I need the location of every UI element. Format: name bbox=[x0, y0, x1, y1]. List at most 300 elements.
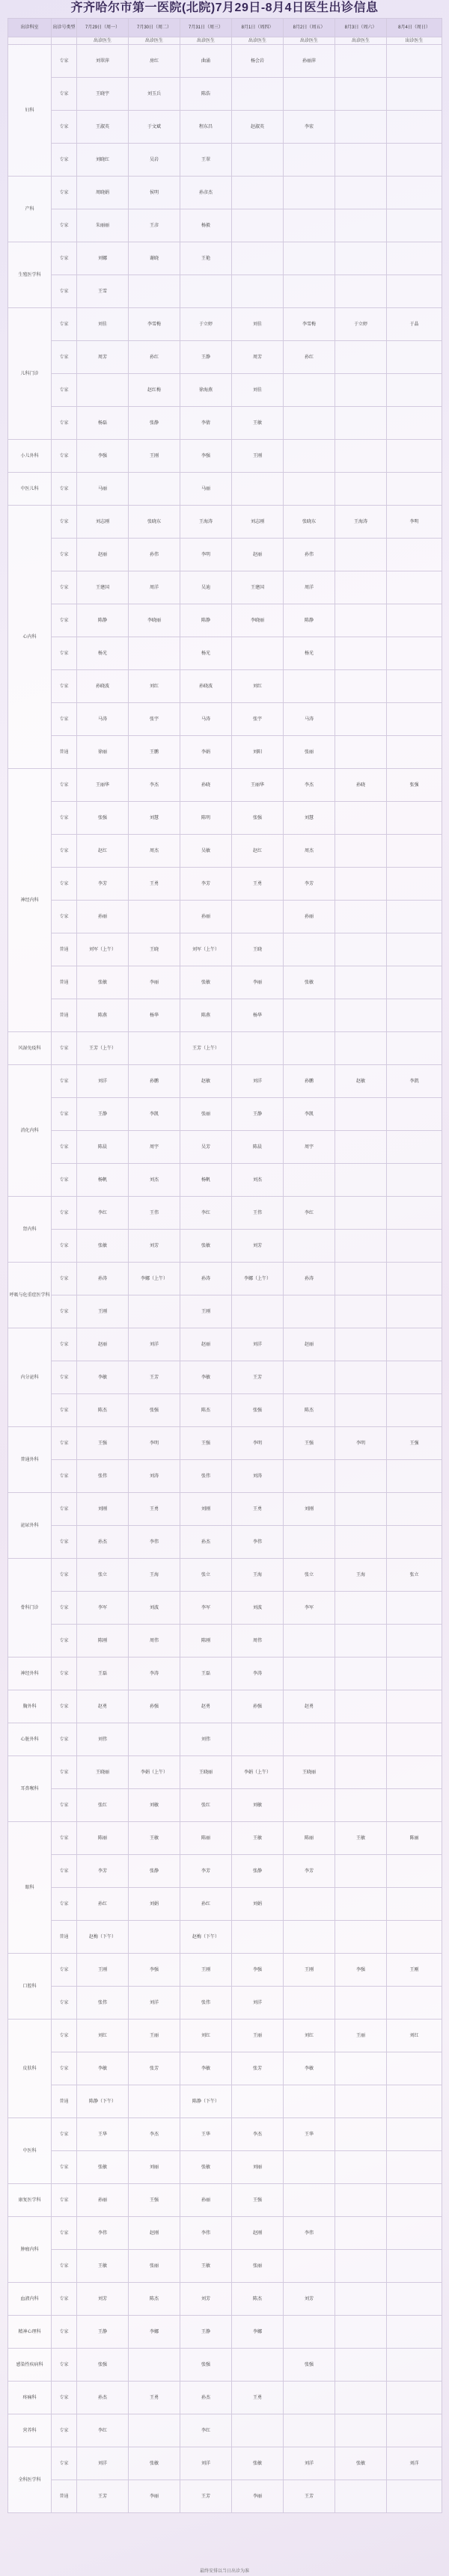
clinic-type: 专家 bbox=[52, 1131, 77, 1164]
doctor-cell bbox=[335, 473, 387, 506]
doctor-cell: 赵敏 bbox=[335, 1065, 387, 1098]
department-name: 心内科 bbox=[8, 506, 52, 769]
doctor-cell: 孙丽 bbox=[284, 901, 335, 933]
doctor-cell: 孙彦杰 bbox=[180, 177, 232, 209]
doctor-cell bbox=[387, 539, 442, 571]
doctor-cell bbox=[387, 1295, 442, 1328]
doctor-cell bbox=[387, 1230, 442, 1263]
doctor-cell: 刘军（上午） bbox=[77, 933, 129, 966]
doctor-cell bbox=[284, 1230, 335, 1263]
table-row bbox=[8, 473, 442, 506]
doctor-cell: 王晓 bbox=[129, 933, 180, 966]
doctor-cell bbox=[387, 1328, 442, 1361]
doctor-cell: 赵刚 bbox=[129, 2217, 180, 2250]
doctor-cell: 王丽 bbox=[232, 2020, 284, 2052]
doctor-cell bbox=[335, 2480, 387, 2513]
doctor-cell: 张芳 bbox=[129, 2052, 180, 2085]
doctor-cell bbox=[335, 275, 387, 308]
doctor-cell bbox=[335, 1361, 387, 1394]
column-header: 7月29日（周一） bbox=[77, 19, 129, 37]
table-row bbox=[8, 45, 442, 78]
doctor-cell: 刘翠萍 bbox=[77, 45, 129, 78]
doctor-cell bbox=[387, 111, 442, 144]
doctor-cell: 王芳（上午） bbox=[180, 1032, 232, 1065]
doctor-cell: 陈丽 bbox=[387, 1822, 442, 1855]
doctor-cell bbox=[387, 2283, 442, 2316]
doctor-cell bbox=[387, 1164, 442, 1197]
doctor-cell bbox=[335, 1263, 387, 1295]
doctor-cell: 王海 bbox=[335, 1559, 387, 1592]
doctor-cell: 孙涛 bbox=[284, 1263, 335, 1295]
clinic-type: 专家 bbox=[52, 2316, 77, 2349]
doctor-cell bbox=[387, 1625, 442, 1657]
department-name: 消化内科 bbox=[8, 1065, 52, 1197]
department-name: 中医科 bbox=[8, 2118, 52, 2184]
clinic-type: 专家 bbox=[52, 1756, 77, 1789]
clinic-type: 专家 bbox=[52, 1164, 77, 1197]
column-subheader: 出诊医生 bbox=[284, 37, 335, 45]
doctor-cell: 王丽 bbox=[129, 2020, 180, 2052]
doctor-cell: 张芳 bbox=[232, 2052, 284, 2085]
doctor-cell bbox=[387, 1987, 442, 2020]
clinic-type: 专家 bbox=[52, 901, 77, 933]
doctor-cell bbox=[335, 933, 387, 966]
doctor-cell: 周宇 bbox=[284, 1131, 335, 1164]
table-row bbox=[8, 275, 442, 308]
doctor-cell: 陈燕 bbox=[180, 999, 232, 1032]
clinic-type: 普通 bbox=[52, 1921, 77, 1954]
doctor-cell: 张强 bbox=[129, 1394, 180, 1427]
table-row bbox=[8, 209, 442, 242]
department-name: 肿瘤内科 bbox=[8, 2217, 52, 2283]
doctor-cell: 孙红 bbox=[284, 341, 335, 374]
column-subheader: 出诊医生 bbox=[335, 37, 387, 45]
doctor-cell: 刘慧 bbox=[284, 802, 335, 835]
doctor-cell bbox=[335, 1987, 387, 2020]
doctor-cell: 刘伟 bbox=[77, 1723, 129, 1756]
doctor-cell: 刘杰 bbox=[129, 1164, 180, 1197]
clinic-type: 专家 bbox=[52, 802, 77, 835]
table-row bbox=[8, 374, 442, 407]
doctor-cell bbox=[284, 1625, 335, 1657]
doctor-cell bbox=[335, 1789, 387, 1822]
doctor-cell bbox=[335, 637, 387, 670]
doctor-cell bbox=[232, 177, 284, 209]
department-name: 血液内科 bbox=[8, 2283, 52, 2316]
clinic-type: 专家 bbox=[52, 1460, 77, 1493]
table-row bbox=[8, 2250, 442, 2283]
doctor-cell bbox=[335, 1657, 387, 1690]
doctor-cell bbox=[232, 242, 284, 275]
doctor-cell: 王刚 bbox=[232, 440, 284, 473]
doctor-cell: 李宏 bbox=[284, 111, 335, 144]
doctor-cell: 刘杰 bbox=[232, 1164, 284, 1197]
doctor-cell bbox=[284, 1164, 335, 1197]
doctor-cell bbox=[232, 1295, 284, 1328]
doctor-cell: 王敏 bbox=[129, 1822, 180, 1855]
doctor-cell: 周芳 bbox=[77, 341, 129, 374]
doctor-cell: 张强 bbox=[77, 2349, 129, 2382]
doctor-cell: 刘芳 bbox=[77, 2283, 129, 2316]
doctor-cell bbox=[387, 802, 442, 835]
doctor-cell: 吴迪 bbox=[180, 571, 232, 604]
doctor-cell: 刘红 bbox=[232, 670, 284, 703]
table-row bbox=[8, 966, 442, 999]
doctor-cell: 王敏 bbox=[335, 1822, 387, 1855]
column-subheader: 出诊医生 bbox=[129, 37, 180, 45]
clinic-type: 专家 bbox=[52, 2382, 77, 2414]
doctor-cell: 李娟（上午） bbox=[129, 1756, 180, 1789]
doctor-cell bbox=[387, 2184, 442, 2217]
doctor-cell: 张静 bbox=[232, 1855, 284, 1888]
doctor-cell bbox=[387, 637, 442, 670]
doctor-cell: 赵勇 bbox=[77, 1690, 129, 1723]
doctor-cell bbox=[129, 1921, 180, 1954]
doctor-cell bbox=[232, 473, 284, 506]
doctor-cell bbox=[387, 1526, 442, 1559]
doctor-cell bbox=[335, 1756, 387, 1789]
doctor-cell: 刘敏 bbox=[232, 1789, 284, 1822]
clinic-type: 专家 bbox=[52, 1625, 77, 1657]
table-row bbox=[8, 769, 442, 802]
doctor-cell bbox=[129, 1723, 180, 1756]
clinic-type: 专家 bbox=[52, 703, 77, 736]
doctor-cell: 张敏 bbox=[77, 966, 129, 999]
doctor-cell: 王刚 bbox=[77, 1954, 129, 1987]
doctor-cell: 刘红 bbox=[284, 2020, 335, 2052]
table-row bbox=[8, 2020, 442, 2052]
doctor-cell: 李明 bbox=[232, 1427, 284, 1460]
department-name: 呼吸与危重症医学科 bbox=[8, 1263, 52, 1328]
doctor-cell: 赵红 bbox=[232, 835, 284, 868]
doctor-cell: 陈丽 bbox=[180, 1822, 232, 1855]
doctor-cell: 张伟 bbox=[77, 1987, 129, 2020]
doctor-cell: 李强 bbox=[180, 440, 232, 473]
doctor-cell bbox=[284, 670, 335, 703]
doctor-cell: 孙丽 bbox=[180, 901, 232, 933]
clinic-type: 专家 bbox=[52, 209, 77, 242]
doctor-cell: 刘军（上午） bbox=[180, 933, 232, 966]
doctor-cell: 陈杰 bbox=[284, 1394, 335, 1427]
doctor-cell bbox=[232, 144, 284, 177]
doctor-cell: 赵丽 bbox=[232, 539, 284, 571]
doctor-cell bbox=[387, 703, 442, 736]
doctor-cell bbox=[335, 2414, 387, 2447]
doctor-cell: 刘洋 bbox=[232, 1987, 284, 2020]
doctor-cell: 陈明 bbox=[180, 802, 232, 835]
doctor-cell: 陈晨 bbox=[232, 1131, 284, 1164]
doctor-cell: 王建国 bbox=[232, 571, 284, 604]
doctor-cell: 孙杰 bbox=[77, 2382, 129, 2414]
doctor-cell: 李丽 bbox=[232, 2480, 284, 2513]
doctor-cell bbox=[387, 868, 442, 901]
doctor-cell bbox=[335, 868, 387, 901]
doctor-cell bbox=[335, 1921, 387, 1954]
doctor-cell: 李敏 bbox=[284, 2052, 335, 2085]
doctor-cell bbox=[335, 1855, 387, 1888]
doctor-cell: 孙丽萍 bbox=[284, 45, 335, 78]
doctor-cell: 王刚 bbox=[77, 1295, 129, 1328]
doctor-cell bbox=[335, 1032, 387, 1065]
doctor-cell bbox=[387, 275, 442, 308]
doctor-cell bbox=[335, 1394, 387, 1427]
doctor-cell: 李杰 bbox=[129, 769, 180, 802]
doctor-cell bbox=[335, 1197, 387, 1230]
doctor-cell: 孙杰 bbox=[77, 1526, 129, 1559]
footer-note: 最终安排以当日出诊为准 bbox=[199, 2569, 249, 2574]
doctor-cell bbox=[387, 473, 442, 506]
department-name: 康复医学科 bbox=[8, 2184, 52, 2217]
doctor-cell bbox=[335, 2283, 387, 2316]
doctor-cell: 赵梅（下午） bbox=[77, 1921, 129, 1954]
table-row bbox=[8, 1888, 442, 1921]
doctor-cell bbox=[335, 1723, 387, 1756]
column-subheader: 出诊医生 bbox=[77, 37, 129, 45]
doctor-cell: 孙丽 bbox=[180, 2184, 232, 2217]
doctor-cell bbox=[335, 1131, 387, 1164]
department-name: 口腔科 bbox=[8, 1954, 52, 2020]
doctor-cell bbox=[284, 1789, 335, 1822]
doctor-cell: 李伟 bbox=[129, 1526, 180, 1559]
doctor-cell bbox=[387, 1131, 442, 1164]
doctor-cell bbox=[387, 144, 442, 177]
table-row bbox=[8, 1789, 442, 1822]
doctor-cell: 王晓丽 bbox=[180, 1756, 232, 1789]
doctor-cell: 王芳（上午） bbox=[77, 1032, 129, 1065]
department-name: 小儿外科 bbox=[8, 440, 52, 473]
doctor-cell bbox=[335, 2316, 387, 2349]
doctor-cell: 李丽 bbox=[232, 966, 284, 999]
doctor-cell: 刘洋 bbox=[77, 1065, 129, 1098]
doctor-cell: 张强 bbox=[232, 1394, 284, 1427]
doctor-cell bbox=[232, 2085, 284, 2118]
doctor-cell bbox=[129, 275, 180, 308]
doctor-cell: 张强 bbox=[232, 802, 284, 835]
doctor-cell: 王静 bbox=[180, 341, 232, 374]
doctor-cell bbox=[335, 209, 387, 242]
doctor-cell bbox=[335, 1164, 387, 1197]
department-name: 产科 bbox=[8, 177, 52, 242]
doctor-cell: 陈杰 bbox=[129, 2283, 180, 2316]
clinic-type: 专家 bbox=[52, 242, 77, 275]
clinic-type: 专家 bbox=[52, 1690, 77, 1723]
doctor-cell: 王晓 bbox=[232, 933, 284, 966]
doctor-cell: 王晓丽 bbox=[284, 1756, 335, 1789]
clinic-type: 专家 bbox=[52, 78, 77, 111]
doctor-cell bbox=[387, 209, 442, 242]
doctor-cell: 王静 bbox=[232, 1098, 284, 1131]
doctor-cell: 刘丽 bbox=[129, 2151, 180, 2184]
doctor-cell: 李明 bbox=[180, 539, 232, 571]
doctor-cell: 孙红 bbox=[129, 341, 180, 374]
doctor-cell: 陈静（下午） bbox=[180, 2085, 232, 2118]
doctor-cell bbox=[387, 1723, 442, 1756]
doctor-cell: 刘芳 bbox=[180, 2283, 232, 2316]
doctor-cell: 刘刚 bbox=[180, 1493, 232, 1526]
doctor-cell bbox=[284, 1295, 335, 1328]
doctor-cell: 刘娜 bbox=[77, 242, 129, 275]
doctor-cell: 陈静 bbox=[180, 604, 232, 637]
doctor-cell bbox=[335, 999, 387, 1032]
clinic-type: 专家 bbox=[52, 539, 77, 571]
doctor-cell: 李明 bbox=[387, 506, 442, 539]
doctor-cell: 王磊 bbox=[180, 1657, 232, 1690]
doctor-cell bbox=[335, 1493, 387, 1526]
clinic-type: 普通 bbox=[52, 736, 77, 769]
doctor-cell bbox=[387, 835, 442, 868]
column-header: 7月30日（周二） bbox=[129, 19, 180, 37]
doctor-cell bbox=[335, 440, 387, 473]
doctor-cell bbox=[335, 242, 387, 275]
doctor-cell: 刘波 bbox=[232, 1592, 284, 1625]
doctor-cell bbox=[335, 1230, 387, 1263]
clinic-type: 专家 bbox=[52, 2414, 77, 2447]
department-name: 肾内科 bbox=[8, 1197, 52, 1263]
doctor-cell: 李芳 bbox=[77, 868, 129, 901]
doctor-cell bbox=[335, 901, 387, 933]
doctor-cell: 周宇 bbox=[129, 1131, 180, 1164]
doctor-cell: 吴芳 bbox=[180, 1131, 232, 1164]
department-name: 全科医学科 bbox=[8, 2447, 52, 2513]
table-row bbox=[8, 901, 442, 933]
doctor-cell: 孙杰 bbox=[180, 1526, 232, 1559]
clinic-type: 普通 bbox=[52, 2085, 77, 2118]
department-name: 普通外科 bbox=[8, 1427, 52, 1493]
doctor-cell bbox=[284, 2414, 335, 2447]
doctor-cell: 马丽 bbox=[77, 473, 129, 506]
doctor-cell: 王静 bbox=[180, 2316, 232, 2349]
clinic-type: 专家 bbox=[52, 144, 77, 177]
doctor-cell: 张强 bbox=[284, 2349, 335, 2382]
doctor-cell bbox=[335, 45, 387, 78]
table-row bbox=[8, 2118, 442, 2151]
table-row bbox=[8, 407, 442, 440]
doctor-cell: 刘佳 bbox=[77, 308, 129, 341]
table-row bbox=[8, 1295, 442, 1328]
table-row bbox=[8, 177, 442, 209]
table-row bbox=[8, 637, 442, 670]
table-row bbox=[8, 2414, 442, 2447]
doctor-cell: 李凯 bbox=[284, 1098, 335, 1131]
doctor-cell: 李红 bbox=[284, 1197, 335, 1230]
doctor-cell: 王丽华 bbox=[77, 769, 129, 802]
doctor-cell: 李娟 bbox=[180, 736, 232, 769]
column-header: 7月31日（周三） bbox=[180, 19, 232, 37]
doctor-cell bbox=[387, 45, 442, 78]
doctor-cell: 李丽 bbox=[129, 966, 180, 999]
doctor-cell: 孙红 bbox=[180, 1888, 232, 1921]
doctor-cell bbox=[284, 1921, 335, 1954]
doctor-cell: 王刚 bbox=[180, 1295, 232, 1328]
doctor-cell: 李涛 bbox=[232, 1657, 284, 1690]
doctor-cell: 刘佳 bbox=[232, 374, 284, 407]
table-row bbox=[8, 1197, 442, 1230]
doctor-cell bbox=[387, 1493, 442, 1526]
doctor-cell bbox=[387, 1263, 442, 1295]
doctor-cell: 王勇 bbox=[232, 2382, 284, 2414]
doctor-cell: 张立 bbox=[77, 1559, 129, 1592]
doctor-cell bbox=[387, 2316, 442, 2349]
doctor-cell: 孙涛 bbox=[180, 1263, 232, 1295]
table-row bbox=[8, 670, 442, 703]
doctor-cell: 王刚 bbox=[387, 1954, 442, 1987]
clinic-type: 专家 bbox=[52, 2020, 77, 2052]
doctor-cell: 李杰 bbox=[284, 769, 335, 802]
doctor-cell bbox=[335, 1460, 387, 1493]
table-row bbox=[8, 539, 442, 571]
doctor-cell: 赵勇 bbox=[180, 1690, 232, 1723]
clinic-type: 专家 bbox=[52, 341, 77, 374]
doctor-cell: 李娜（上午） bbox=[232, 1263, 284, 1295]
doctor-cell bbox=[387, 177, 442, 209]
doctor-cell: 刘洋 bbox=[284, 2447, 335, 2480]
doctor-cell: 侯明 bbox=[129, 177, 180, 209]
doctor-cell: 孙晓 bbox=[335, 769, 387, 802]
doctor-cell bbox=[335, 1625, 387, 1657]
doctor-cell: 张敏 bbox=[129, 2447, 180, 2480]
table-row bbox=[8, 2052, 442, 2085]
department-name: 风湿免疫科 bbox=[8, 1032, 52, 1065]
doctor-cell: 李娜 bbox=[129, 2316, 180, 2349]
table-row bbox=[8, 2316, 442, 2349]
doctor-cell bbox=[284, 999, 335, 1032]
doctor-cell: 王淑英 bbox=[77, 111, 129, 144]
doctor-cell bbox=[129, 1032, 180, 1065]
table-row bbox=[8, 1427, 442, 1460]
doctor-cell: 孙红 bbox=[77, 1888, 129, 1921]
doctor-cell: 李军 bbox=[284, 1592, 335, 1625]
table-row bbox=[8, 868, 442, 901]
column-header: 8月4日（周日） bbox=[387, 19, 442, 37]
doctor-cell: 李芳 bbox=[180, 868, 232, 901]
doctor-cell: 王伟 bbox=[129, 1197, 180, 1230]
doctor-cell: 李伟 bbox=[180, 2217, 232, 2250]
doctor-cell bbox=[387, 2085, 442, 2118]
table-row bbox=[8, 2085, 442, 2118]
doctor-cell bbox=[232, 209, 284, 242]
column-header: 8月1日（周四） bbox=[232, 19, 284, 37]
doctor-cell: 赵丽 bbox=[77, 539, 129, 571]
doctor-cell: 孙伟 bbox=[129, 539, 180, 571]
doctor-cell: 杨华 bbox=[129, 999, 180, 1032]
doctor-cell bbox=[387, 2349, 442, 2382]
doctor-cell bbox=[284, 2250, 335, 2283]
table-row bbox=[8, 1361, 442, 1394]
table-row bbox=[8, 1394, 442, 1427]
clinic-type: 专家 bbox=[52, 1098, 77, 1131]
doctor-cell bbox=[232, 637, 284, 670]
doctor-cell bbox=[129, 637, 180, 670]
column-header: 8月2日（周五） bbox=[284, 19, 335, 37]
doctor-cell bbox=[387, 670, 442, 703]
clinic-type: 专家 bbox=[52, 374, 77, 407]
doctor-cell: 王刚 bbox=[180, 1954, 232, 1987]
doctor-cell bbox=[387, 966, 442, 999]
doctor-cell: 刘波 bbox=[129, 1592, 180, 1625]
doctor-cell: 刘慧 bbox=[129, 802, 180, 835]
table-row bbox=[8, 1131, 442, 1164]
doctor-cell: 张强 bbox=[387, 769, 442, 802]
doctor-cell: 李红 bbox=[77, 1197, 129, 1230]
doctor-cell bbox=[387, 1690, 442, 1723]
table-row bbox=[8, 571, 442, 604]
table-row bbox=[8, 999, 442, 1032]
doctor-cell: 李芳 bbox=[284, 868, 335, 901]
doctor-cell: 吴岩 bbox=[129, 144, 180, 177]
doctor-cell: 周洋 bbox=[284, 571, 335, 604]
clinic-type: 专家 bbox=[52, 1493, 77, 1526]
table-row bbox=[8, 78, 442, 111]
